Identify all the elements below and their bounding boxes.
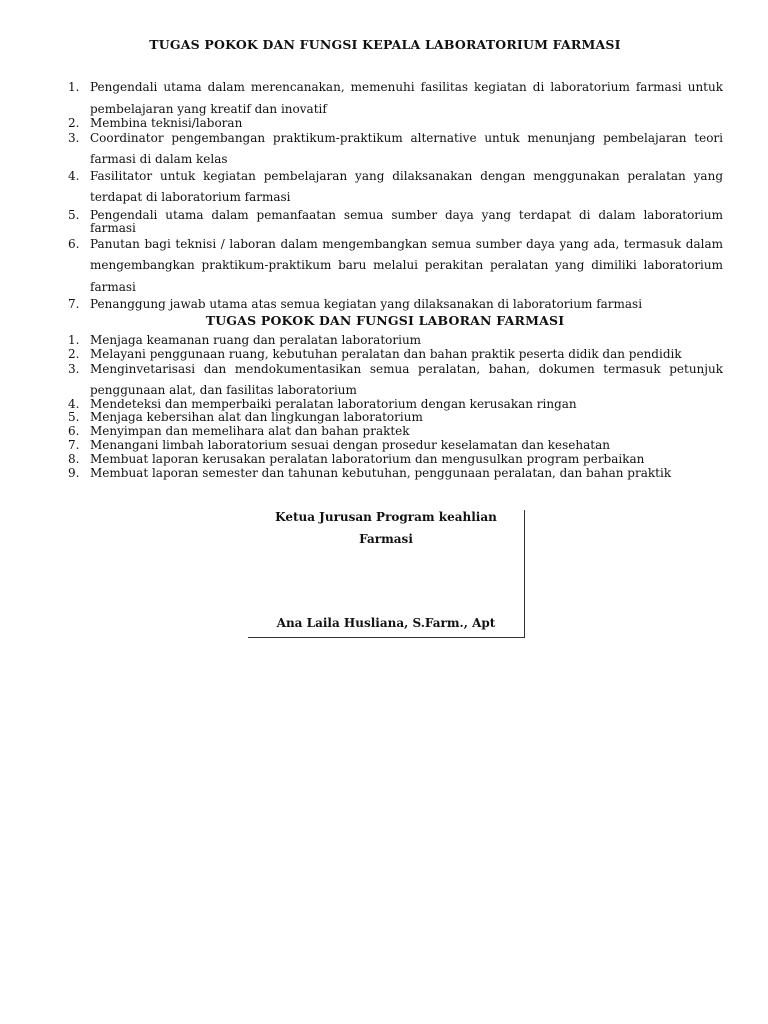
list-item	[68, 334, 723, 348]
list-item	[68, 359, 723, 401]
item-text: Melayani penggunaan ruang, kebutuhan peralatan dan bahan praktik peserta didik dan pendidik	[90, 346, 682, 361]
item-number: 5.	[68, 207, 80, 222]
kepala-lab-task-list	[68, 77, 723, 312]
item-text: Pengendali utama dalam pemanfaatan semua sumber daya yang terdapat di dalam laboratorium farmasi	[90, 207, 723, 235]
section-title-laboran: TUGAS POKOK DAN FUNGSI LABORAN FARMASI	[205, 313, 565, 328]
list-item	[68, 298, 723, 312]
list-item	[68, 234, 723, 299]
item-number: 9.	[68, 465, 80, 480]
item-text: Menjaga keamanan ruang dan peralatan laboratorium	[90, 333, 422, 347]
item-number: 4.	[68, 396, 80, 411]
laboran-task-list	[68, 334, 723, 480]
list-item	[68, 77, 723, 120]
signature-role-line2: Farmasi	[359, 532, 413, 546]
list-item	[68, 166, 723, 209]
signature-name: Ana Laila Husliana, S.Farm., Apt	[276, 616, 496, 630]
section-title-kepala-lab: TUGAS POKOK DAN FUNGSI KEPALA LABORATORIUM FARMASI	[149, 37, 621, 52]
item-text: Membuat laporan kerusakan peralatan laboratorium dan mengusulkan program perbaikan	[90, 451, 645, 466]
item-number: 4.	[68, 168, 80, 183]
item-text: Menjaga kebersihan alat dan lingkungan laboratorium	[90, 410, 423, 425]
list-item	[68, 467, 723, 481]
list-item	[68, 411, 723, 425]
item-text: Fasilitator untuk kegiatan pembelajaran yang dilaksanakan dengan menggunakan peralatan yang terdapat di laboratorium farmasi	[90, 168, 723, 204]
item-text: Penanggung jawab utama atas semua kegiatan yang dilaksanakan di laboratorium farmasi	[90, 297, 643, 311]
item-text: Membuat laporan semester dan tahunan kebutuhan, penggunaan peralatan, dan bahan praktik	[90, 465, 672, 480]
item-text: Coordinator pengembangan praktikum-praktikum alternative untuk menunjang pembelajaran teori farmasi di dalam kelas	[90, 130, 723, 166]
item-text: Mendeteksi dan memperbaiki peralatan laboratorium dengan kerusakan ringan	[90, 396, 577, 411]
item-number: 2.	[68, 116, 80, 130]
item-number: 3.	[68, 361, 80, 376]
item-number: 1.	[68, 333, 80, 347]
signature-role-line1: Ketua Jurusan Program keahlian	[275, 510, 497, 524]
item-number: 7.	[68, 437, 80, 452]
item-number: 3.	[68, 130, 80, 145]
list-item	[68, 128, 723, 171]
item-number: 7.	[68, 297, 80, 311]
item-number: 6.	[68, 424, 80, 439]
item-text: Menangani limbah laboratorium sesuai dengan prosedur keselamatan dan kesehatan	[90, 437, 610, 452]
list-item	[68, 398, 723, 412]
item-number: 6.	[68, 236, 80, 251]
item-text: Membina teknisi/laboran	[90, 116, 243, 130]
item-number: 8.	[68, 451, 80, 466]
item-text: Menginvetarisasi dan mendokumentasikan semua peralatan, bahan, dokumen termasuk petunjuk penggunaan alat, dan fasilitas laboratorium	[90, 361, 723, 397]
list-item	[68, 453, 723, 467]
item-text: Menyimpan dan memelihara alat dan bahan praktek	[90, 424, 410, 439]
list-item	[68, 439, 723, 453]
item-text: Pengendali utama dalam merencanakan, memenuhi fasilitas kegiatan di laboratorium farmasi untuk pembelajaran yang kreatif dan inovatif	[90, 80, 723, 116]
signature-block	[248, 510, 525, 638]
list-item	[68, 425, 723, 439]
item-number: 5.	[68, 410, 80, 425]
item-text: Panutan bagi teknisi / laboran dalam mengembangkan semua sumber daya yang ada, termasuk dalam mengembangkan praktikum-praktikum baru melalui perakitan peralatan yang dimiliki laboratorium farmasi	[90, 236, 723, 294]
item-number: 2.	[68, 346, 80, 361]
item-number: 1.	[68, 80, 80, 94]
list-item	[68, 209, 723, 236]
